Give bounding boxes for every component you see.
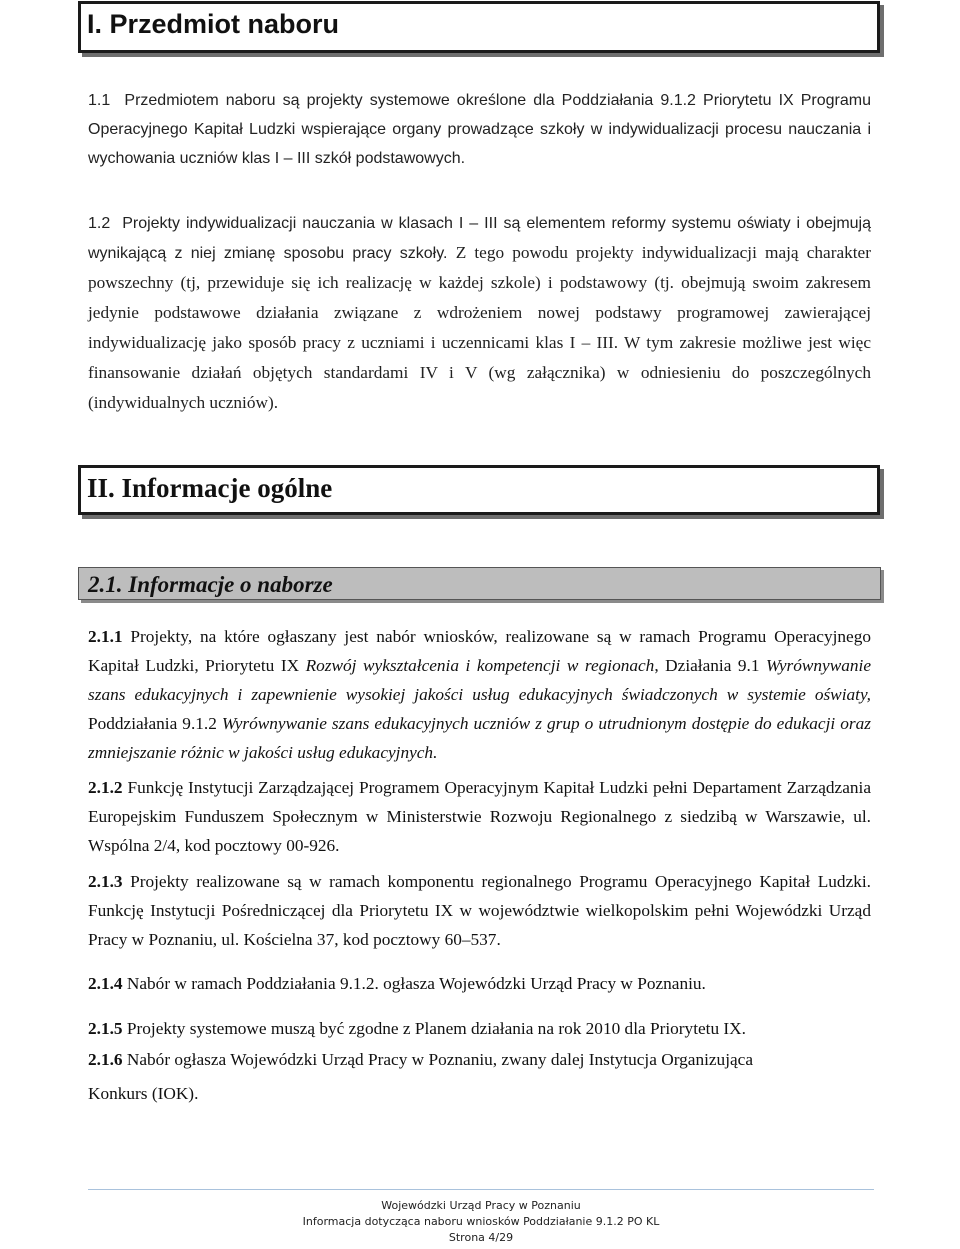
paragraph-text-b: Konkurs (IOK).: [88, 1084, 199, 1103]
paragraph-text-a: Nabór ogłasza Wojewódzki Urząd Pracy w Poznaniu, zwany dalej Instytucja Organizująca: [126, 1050, 754, 1069]
footer-document-title: Informacja dotycząca naboru wniosków Poddziałanie 9.1.2 PO KL: [302, 1215, 660, 1228]
paragraph-2-1-1: [88, 622, 871, 767]
paragraph-text-a: Projekty indywidualizacji nauczania w klasach I – III są elementem reformy systemu oświaty i obejmują wynikającą z niej zmianę sposobu pracy szkoły.: [88, 215, 871, 262]
paragraph-2-1-4: [88, 969, 871, 998]
paragraph-text-e: Poddziałania 9.1.2: [88, 714, 217, 733]
footer-page-number: Strona 4/29: [448, 1231, 514, 1244]
page-footer: [88, 1198, 874, 1246]
paragraph-number: 1.1: [88, 92, 111, 109]
paragraph-2-1-6: [88, 1043, 871, 1111]
submeasure-name: Wyrównywanie szans edukacyjnych uczniów z grup o utrudnionym dostępie do edukacji oraz zmniejszanie różnic w jakości usług edukacyjnych.: [88, 714, 871, 762]
section-heading-1-text: I. Przedmiot naboru: [87, 9, 340, 39]
footer-organization: Wojewódzki Urząd Pracy w Poznaniu: [381, 1199, 581, 1212]
paragraph-text: Przedmiotem naboru są projekty systemowe określone dla Poddziałania 9.1.2 Priorytetu IX Programu Operacyjnego Kapitał Ludzki wspierające organy prowadzące szkoły w indywidualizacji procesu nauczania i wychowania uczniów klas I – III szkół podstawowych.: [88, 92, 872, 167]
paragraph-text-b: Z tego powodu projekty indywidualizacji mają charakter powszechny (tj, przewiduje się ich realizację w każdej szkole) i podstawowy (tj. obejmują swoim zakresem jedynie podstawowe działania związane z wdrożeniem nowej podstawy programowej zawierającej indywidualizację jako sposób pracy z uczniami i uczennicami klas I – III. W tym zakresie możliwe jest więc finansowanie działań objętych standardami IV i V (wg załącznika) w odniesieniu do poszczególnych (indywidualnych uczniów).: [88, 243, 871, 412]
paragraph-text-c: , Działania 9.1: [654, 656, 760, 675]
paragraph-number: 2.1.6: [88, 1050, 123, 1069]
footer-divider: [88, 1189, 874, 1190]
paragraph-number: 1.2: [88, 215, 111, 232]
paragraph-number: 2.1.1: [88, 627, 123, 646]
paragraph-2-1-5: [88, 1014, 871, 1043]
paragraph-number: 2.1.5: [88, 1019, 123, 1038]
measure-name: Wyrównywanie szans edukacyjnych i zapewnienie wysokiej jakości usług edukacyjnych świadczonych w systemie oświaty,: [88, 656, 871, 704]
paragraph-number: 2.1.2: [88, 778, 123, 797]
section-heading-1: [78, 1, 880, 53]
paragraph-text: Funkcję Instytucji Zarządzającej Programem Operacyjnym Kapitał Ludzki pełni Departament Zarządzania Europejskim Funduszem Społecznym w Ministerstwie Rozwoju Regionalnego z siedzibą w Warszawie, ul. Wspólna 2/4, kod pocztowy 00-926.: [88, 778, 871, 855]
section-heading-2-text: II. Informacje ogólne: [87, 473, 333, 503]
section-heading-2: [78, 465, 880, 515]
paragraph-text: Projekty realizowane są w ramach komponentu regionalnego Programu Operacyjnego Kapitał Ludzki. Funkcję Instytucji Pośredniczącej dla Priorytetu IX w województwie wielkopolskim pełni Wojewódzki Urząd Pracy w Poznaniu, ul. Kościelna 37, kod pocztowy 60–537.: [88, 872, 872, 949]
paragraph-1-1: [88, 86, 871, 173]
paragraph-number: 2.1.3: [88, 872, 123, 891]
paragraph-2-1-2: [88, 773, 871, 860]
subsection-heading-2-1: [78, 567, 881, 600]
paragraph-number: 2.1.4: [88, 974, 123, 993]
paragraph-text: Nabór w ramach Poddziałania 9.1.2. ogłasza Wojewódzki Urząd Pracy w Poznaniu.: [126, 974, 706, 993]
paragraph-text-a: Projekty, na które ogłaszany jest nabór wniosków, realizowane są w ramach Programu Operacyjnego Kapitał Ludzki, Priorytetu IX: [88, 627, 871, 675]
priority-name: Rozwój wykształcenia i kompetencji w regionach: [305, 656, 655, 675]
paragraph-1-2: [88, 209, 871, 418]
subsection-heading-text: 2.1. Informacje o naborze: [88, 572, 333, 597]
paragraph-2-1-3: [88, 867, 871, 954]
paragraph-text: Projekty systemowe muszą być zgodne z Planem działania na rok 2010 dla Priorytetu IX.: [126, 1019, 746, 1038]
